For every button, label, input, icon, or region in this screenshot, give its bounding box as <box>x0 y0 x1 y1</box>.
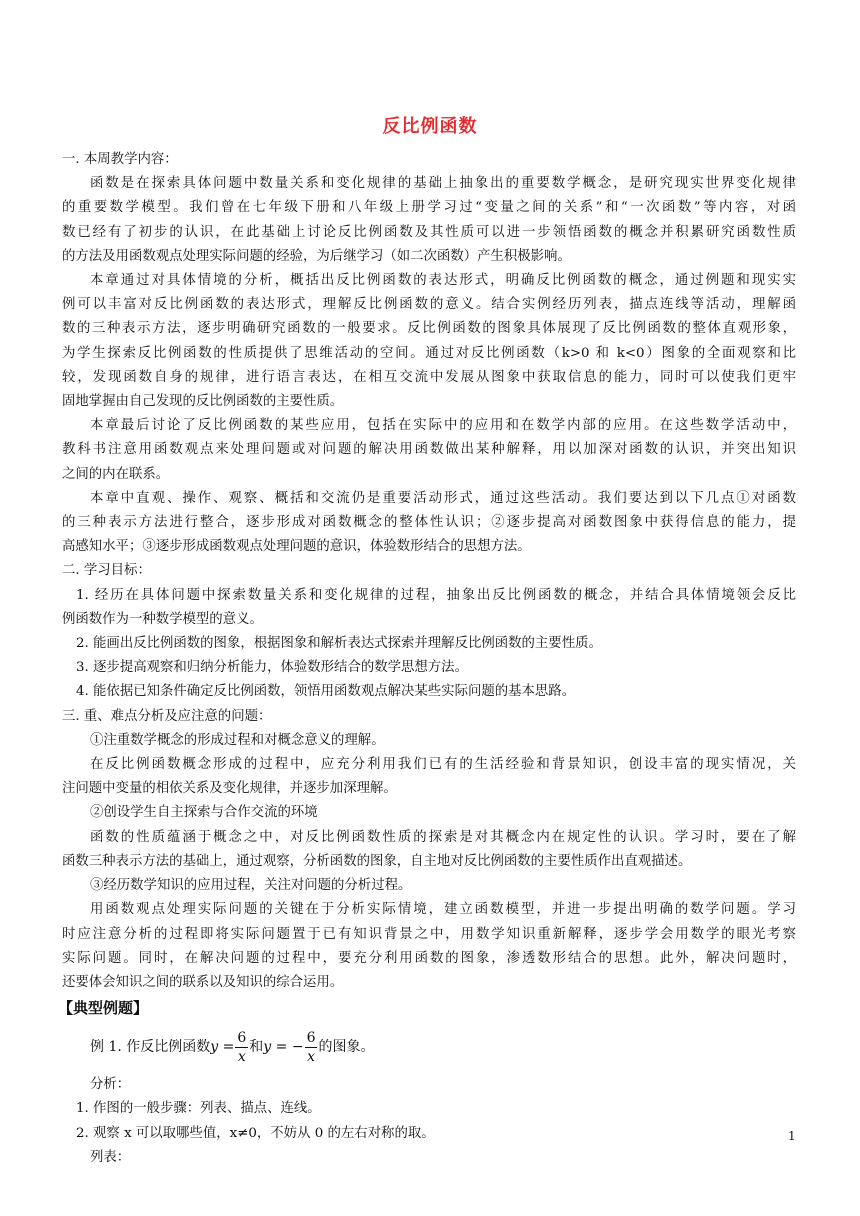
example-prefix: 例 1. 作反比例函数 <box>90 1039 211 1055</box>
paragraph-line: 还要体会知识之间的联系以及知识的综合运用。 <box>62 974 344 990</box>
paragraph-line: 本章中直观、操作、观察、概括和交流仍是重要活动形式，通过这些活动。我们要达到以下几点①对函数 <box>90 490 796 506</box>
formula-1-numerator: 6 <box>237 1029 247 1046</box>
analysis-label: 分析： <box>90 1077 131 1093</box>
paragraph-line: 实际问题。同时，在解决问题的过程中，要充分利用函数的图象，渗透数形结合的思想。此外，解决问题时， <box>62 950 796 966</box>
paragraph-line: 的方法及用函数观点处理实际问题的经验，为后继学习（如二次函数）产生积极影响。 <box>62 248 571 264</box>
section-heading: 二. 学习目标： <box>62 563 151 579</box>
subheading: ③经历数学知识的应用过程，关注对问题的分析过程。 <box>90 878 412 894</box>
paragraph-line: 的重要数学模型。我们曾在七年级下册和八年级上册学习过“变量之间的关系”和“一次函数”等内容，对函 <box>62 200 796 216</box>
formula-2-numerator: 6 <box>306 1029 316 1046</box>
formula-2-lhs: y = − <box>263 1039 304 1055</box>
paragraph-line: 例可以丰富对反比例函数的表达形式，理解反比例函数的意义。结合实例经历列表，描点连线等活动，理解函 <box>62 297 796 313</box>
paragraph-line: 在反比例函数概念形成的过程中，应充分利用我们已有的生活经验和背景知识，创设丰富的现实情况，关 <box>90 757 796 773</box>
section-heading: 一. 本周教学内容： <box>62 152 178 167</box>
list-item: 2. 观察 x 可以取哪些值，x≠0，不妨从 0 的左右对称的取。 <box>76 1125 435 1141</box>
list-item: 2. 能画出反比例函数的图象，根据图象和解析表达式探索并理解反比例函数的主要性质。 <box>76 636 602 652</box>
paragraph-line: 函数的性质蕴涵于概念之中，对反比例函数性质的探索是对其概念内在规定性的认识。学习时，要在了解 <box>90 829 796 845</box>
list-item: 4. 能依据已知条件确定反比例函数，领悟用函数观点解决某些实际问题的基本思路。 <box>76 684 576 700</box>
paragraph-line: 教科书注意用函数观点来处理问题或对问题的解决用函数做出某种解释，用以加深对函数的认识，并突出知识 <box>62 442 796 458</box>
list-item: 1. 作图的一般步骤：列表、描点、连线。 <box>76 1101 321 1117</box>
paragraph-line: 的三种表示方法进行整合，逐步形成对函数概念的整体性认识；②逐步提高对函数图象中获得信息的能力，提 <box>62 515 796 531</box>
formula-1-denominator: x <box>237 1048 246 1065</box>
paragraph-line: 本章通过对具体情境的分析，概括出反比例函数的表达形式，明确反比例函数的概念，通过例题和现实实 <box>90 273 796 289</box>
table-label: 列表： <box>90 1149 131 1165</box>
section-heading: 三. 重、难点分析及应注意的问题： <box>62 708 272 724</box>
paragraph-line: 较，发现函数自身的规律，进行语言表达，在相互交流中发展从图象中获取信息的能力，同时可以使我们更牢 <box>62 369 796 385</box>
list-item: 1. 经历在具体问题中探索数量关系和变化规律的过程，抽象出反比例函数的概念，并结合具体情境领会反比 <box>76 587 796 603</box>
paragraph-line: 用函数观点处理实际问题的关键在于分析实际情境，建立函数模型，并进一步提出明确的数学问题。学习 <box>90 902 796 918</box>
example-connector: 和 <box>249 1039 264 1055</box>
paragraph-line: 高感知水平；③逐步形成函数观点处理问题的意识，体验数形结合的思想方法。 <box>62 539 531 555</box>
formula-2-denominator: x <box>307 1048 315 1065</box>
paragraph-line: 之间的内在联系。 <box>62 466 170 482</box>
list-item: 3. 逐步提高观察和归纳分析能力，体验数形结合的数学思想方法。 <box>76 660 468 676</box>
paragraph-line: 数已经有了初步的认识，在此基础上讨论反比例函数及其性质可以进一步领悟函数的概念并积累研究函数性质 <box>62 224 796 240</box>
formula-1-lhs: y = <box>210 1039 235 1055</box>
subheading: ②创设学生自主探索与合作交流的环境 <box>90 805 318 821</box>
document-body <box>58 148 796 1170</box>
paragraph-line: 函数是在探索具体问题中数量关系和变化规律的基础上抽象出的重要数学概念，是研究现实世界变化规律 <box>90 176 796 192</box>
formula-2-fraction <box>305 1029 318 1066</box>
paragraph-line: 时应注意分析的过程即将实际问题置于已有知识背景之中，用数学知识重新解释，逐步学会用数学的眼光考察 <box>62 926 796 942</box>
document-title: 反比例函数 <box>382 116 478 137</box>
paragraph-line: 注问题中变量的相依关系及变化规律，并逐步加深理解。 <box>62 781 397 797</box>
subheading: ①注重数学概念的形成过程和对概念意义的理解。 <box>90 732 385 748</box>
paragraph-line: 为学生探索反比例函数的性质提供了思维活动的空间。通过对反比例函数（k>0 和 k<0）图象的全面观察和比 <box>62 345 796 361</box>
example-suffix: 的图象。 <box>318 1039 375 1055</box>
paragraph-line: 固地掌握由自己发现的反比例函数的主要性质。 <box>62 394 344 410</box>
list-item: 例函数作为一种数学模型的意义。 <box>62 611 263 627</box>
paragraph-line: 本章最后讨论了反比例函数的某些应用，包括在实际中的应用和在数学内部的应用。在这些数学活动中， <box>90 418 796 434</box>
examples-heading: 【典型例题】 <box>58 999 149 1018</box>
page-number: 1 <box>788 1129 796 1143</box>
paragraph-line: 数的三种表示方法，逐步明确研究函数的一般要求。反比例函数的图象具体展现了反比例函数的整体直观形象， <box>62 321 796 337</box>
paragraph-line: 函数三种表示方法的基础上，通过观察，分析函数的图象，自主地对反比例函数的主要性质作出直观描述。 <box>62 853 692 869</box>
example-1 <box>62 1021 796 1073</box>
formula-1-fraction <box>235 1029 248 1066</box>
